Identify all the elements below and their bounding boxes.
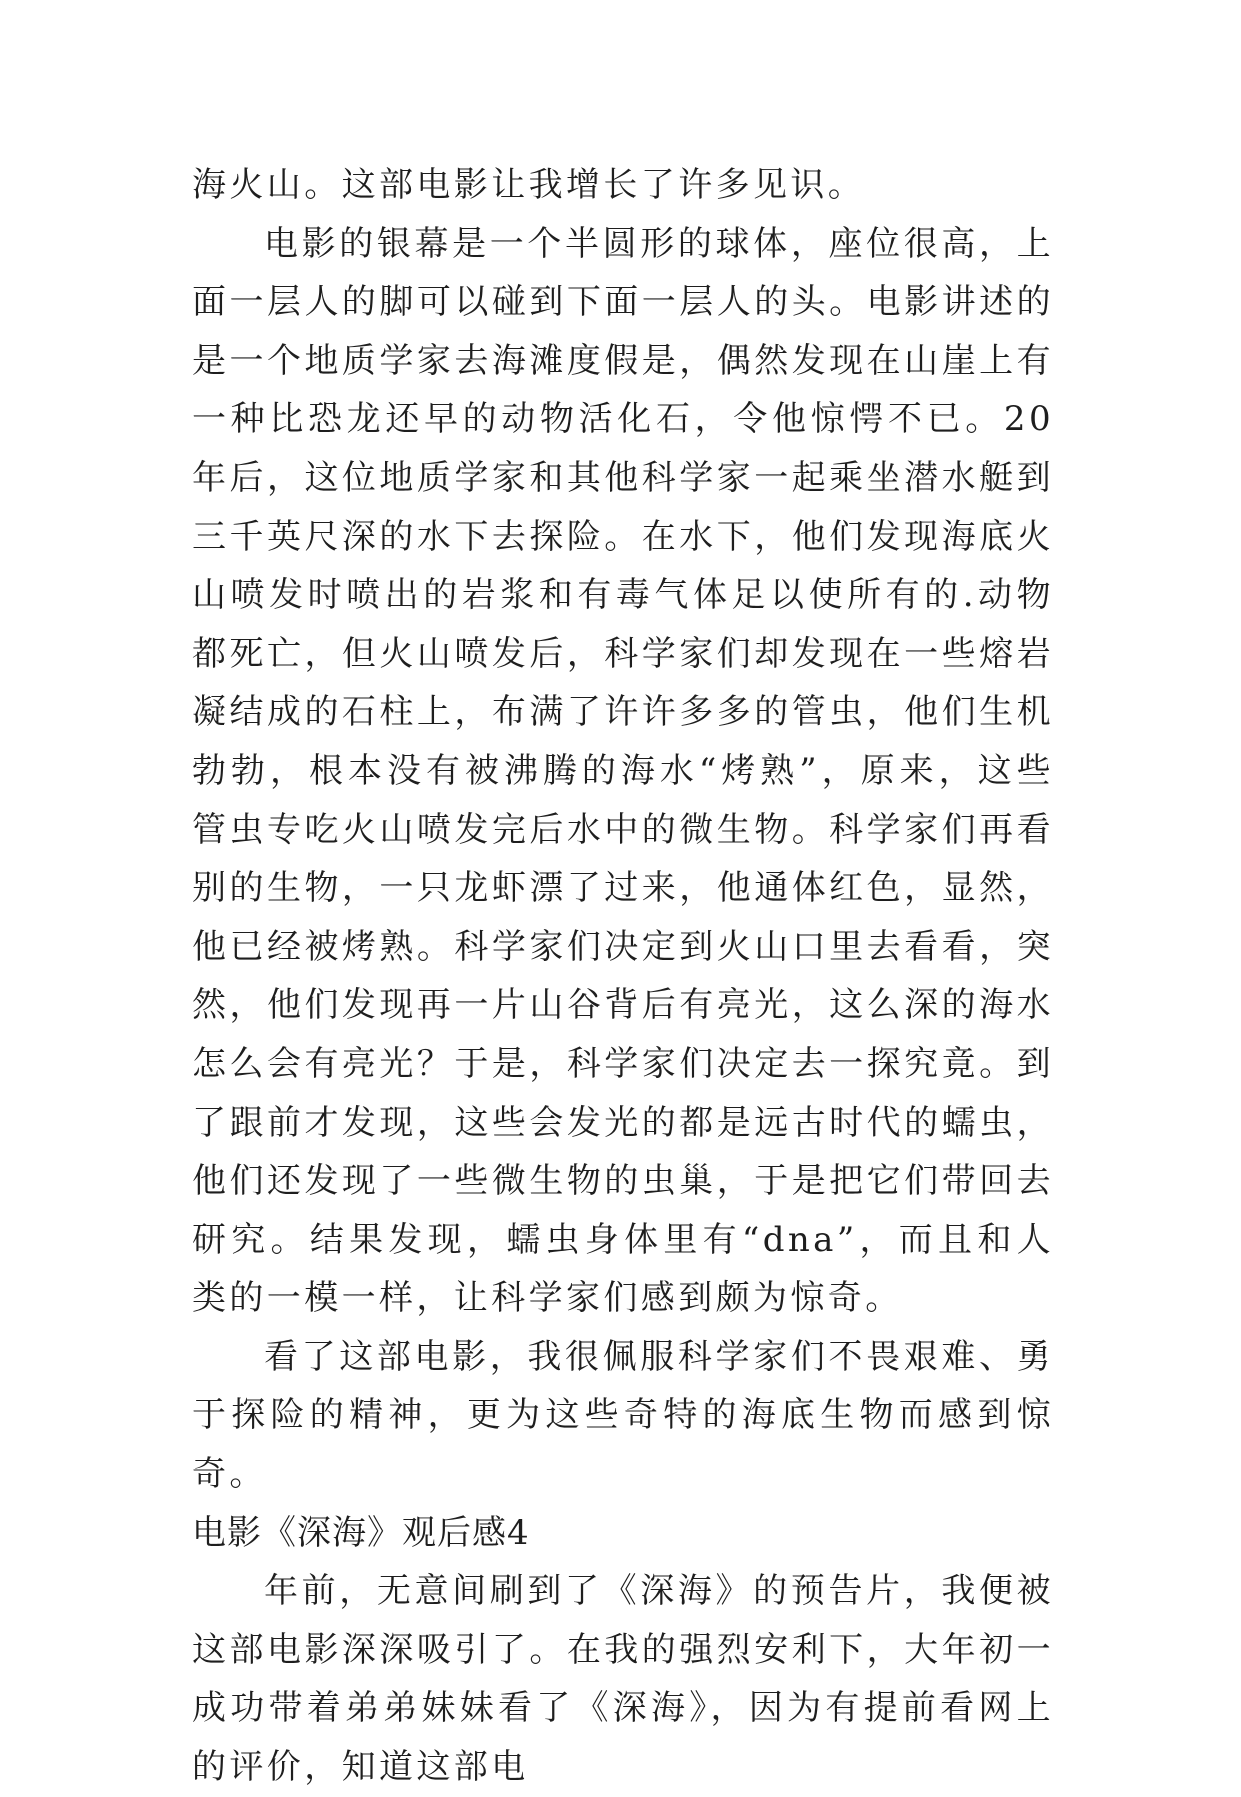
paragraph-review-4: 年前，无意间刷到了《深海》的预告片，我便被这部电影深深吸引了。在我的强烈安利下，大年初一成功带着弟弟妹妹看了《深海》，因为有提前看网上的评价，知道这部电 (192, 1571, 1054, 1788)
paragraph-reflection: 看了这部电影，我很佩服科学家们不畏艰难、勇于探险的精神，更为这些奇特的海底生物而感到惊奇。 (192, 1336, 1054, 1495)
paragraph-movie-description: 电影的银幕是一个半圆形的球体，座位很高，上面一层人的脚可以碰到下面一层人的头。电影讲述的是一个地质学家去海滩度假是，偶然发现在山崖上有一种比恐龙还早的动物活化石，令他惊愕不已。20年后，这位地质学家和其他科学家一起乘坐潜水艇到三千英尺深的水下去探险。在水下，他们发现海底火山喷发时喷出的岩浆和有毒气体足以使所有的.动物都死亡，但火山喷发后，科学家们却发现在一些熔岩凝结成的石柱上，布满了许许多多的管虫，他们生机勃勃，根本没有被沸腾的海水“烤熟”，原来，这些管虫专吃火山喷发完后水中的微生物。科学家们再看别的生物，一只龙虾漂了过来，他通体红色，显然，他已经被烤熟。科学家们决定到火山口里去看看，突然，他们发现再一片山谷背后有亮光，这么深的海水怎么会有亮光？于是，科学家们决定去一探究竟。到了跟前才发现，这些会发光的都是远古时代的蠕虫，他们还发现了一些微生物的虫巢，于是把它们带回去研究。结果发现，蠕虫身体里有“dna”，而且和人类的一模一样，让科学家们感到颇为惊奇。 (192, 223, 1054, 1319)
document-body (192, 156, 1054, 1797)
paragraph-continuation: 海火山。这部电影让我增长了许多见识。 (192, 165, 866, 205)
section-heading: 电影《深海》观后感4 (192, 1512, 530, 1553)
